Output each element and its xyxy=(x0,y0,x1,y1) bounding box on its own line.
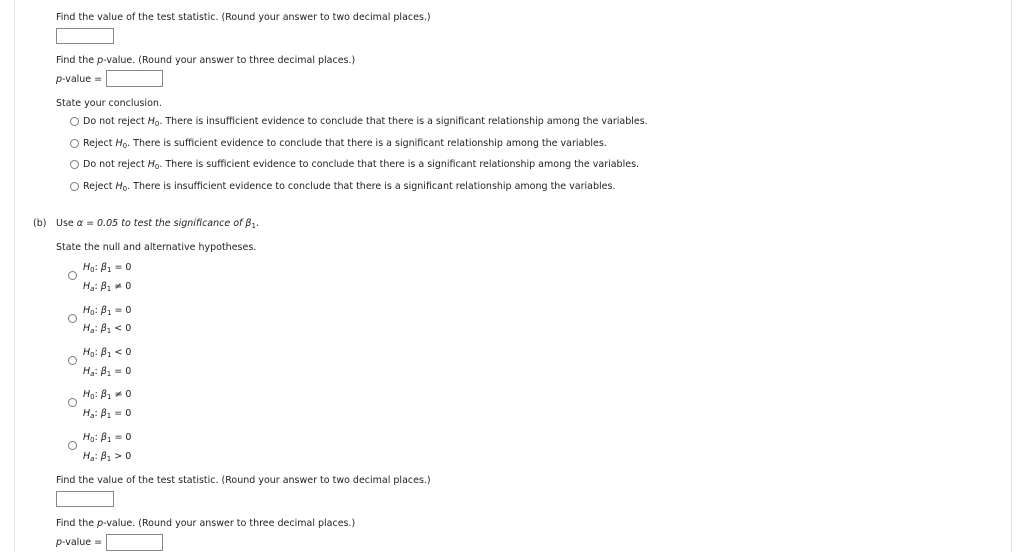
hypothesis-4-ha: $H_a$: $\beta_1 = 0$ xyxy=(83,408,132,420)
hypothesis-1-h0: $H_0$: $\beta_1 = 0$ xyxy=(83,262,132,274)
conclusion-option-2[interactable]: Reject $H_0$. There is sufficient evidence to conclude that there is a significant relationship among the variables. xyxy=(83,138,607,150)
test-statistic-input-b[interactable] xyxy=(56,491,114,507)
hypothesis-1-ha: $H_a$: $\beta_1 \ne 0$ xyxy=(83,281,132,293)
conclusion-radio-2[interactable] xyxy=(70,139,79,148)
conclusion-radio-3[interactable] xyxy=(70,160,79,169)
hypotheses-prompt: State the null and alternative hypotheses. xyxy=(56,242,257,253)
conclusion-radio-4[interactable] xyxy=(70,182,79,191)
pvalue-label-b: p-value = xyxy=(56,537,103,548)
content-frame xyxy=(14,0,1012,552)
hypothesis-radio-5[interactable] xyxy=(68,441,77,450)
hypothesis-4-h0: $H_0$: $\beta_1 \ne 0$ xyxy=(83,389,132,401)
part-b-label: (b) xyxy=(33,218,47,229)
hypothesis-radio-2[interactable] xyxy=(68,314,77,323)
hypothesis-2-h0: $H_0$: $\beta_1 = 0$ xyxy=(83,305,132,317)
hypothesis-3-ha: $H_a$: $\beta_1 = 0$ xyxy=(83,366,132,378)
test-statistic-input-a[interactable] xyxy=(56,28,114,44)
hypothesis-2-ha: $H_a$: $\beta_1 < 0$ xyxy=(83,323,132,335)
conclusion-prompt: State your conclusion. xyxy=(56,98,162,109)
pvalue-input-a[interactable] xyxy=(106,70,163,87)
pvalue-prompt-b: Find the p-value. (Round your answer to three decimal places.) xyxy=(56,518,356,529)
test-statistic-prompt-b: Find the value of the test statistic. (Round your answer to two decimal places.) xyxy=(56,475,431,486)
conclusion-option-1[interactable]: Do not reject $H_0$. There is insufficient evidence to conclude that there is a significant relationship among the variables. xyxy=(83,116,648,128)
conclusion-option-3[interactable]: Do not reject $H_0$. There is sufficient evidence to conclude that there is a significant relationship among the variables. xyxy=(83,159,640,171)
hypothesis-radio-3[interactable] xyxy=(68,356,77,365)
conclusion-radio-1[interactable] xyxy=(70,117,79,126)
conclusion-option-4[interactable]: Reject $H_0$. There is insufficient evidence to conclude that there is a significant relationship among the variables. xyxy=(83,181,616,193)
test-statistic-prompt-a: Find the value of the test statistic. (Round your answer to two decimal places.) xyxy=(56,12,431,23)
pvalue-label-a: p-value = xyxy=(56,74,103,85)
part-b-instructions: Use α = 0.05 to test the significance of $\beta_1$. xyxy=(56,218,259,230)
hypothesis-radio-4[interactable] xyxy=(68,398,77,407)
hypothesis-5-h0: $H_0$: $\beta_1 = 0$ xyxy=(83,432,132,444)
pvalue-prompt-a: Find the p-value. (Round your answer to three decimal places.) xyxy=(56,55,356,66)
hypothesis-radio-1[interactable] xyxy=(68,271,77,280)
hypothesis-3-h0: $H_0$: $\beta_1 < 0$ xyxy=(83,347,132,359)
pvalue-input-b[interactable] xyxy=(106,534,163,551)
hypothesis-5-ha: $H_a$: $\beta_1 > 0$ xyxy=(83,451,132,463)
